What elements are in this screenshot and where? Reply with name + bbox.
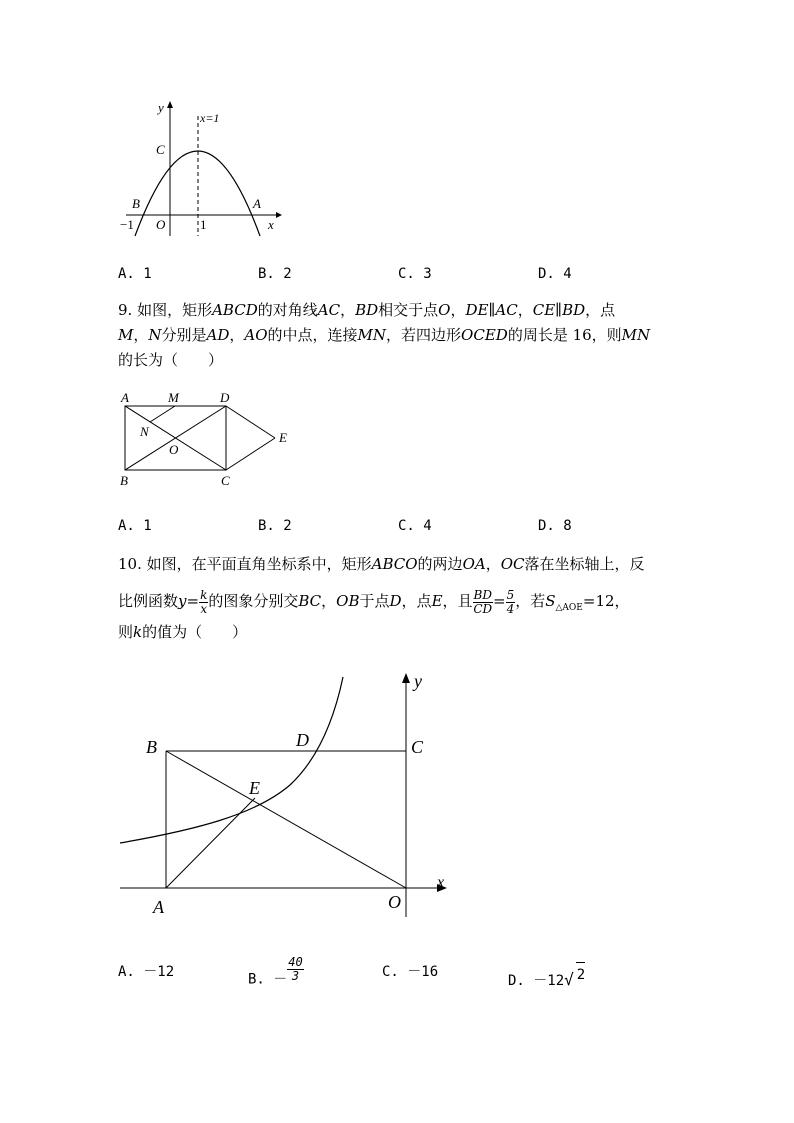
origin-label: O bbox=[156, 217, 166, 232]
q10-line3: 则k的值为（ ） bbox=[118, 623, 248, 641]
q9-line1: 9. 如图，矩形ABCD的对角线AC，BD相交于点O，DE∥AC，CE∥BD，点 bbox=[118, 301, 616, 319]
label-d: D bbox=[296, 730, 309, 750]
y-axis-arrow bbox=[167, 101, 173, 108]
label-e: E bbox=[279, 430, 287, 445]
q9-option-c[interactable]: C. 4 bbox=[398, 518, 432, 534]
q8-option-b[interactable]: B. 2 bbox=[258, 266, 292, 282]
sqrt-radicand: 2 bbox=[576, 962, 585, 987]
label-d: D bbox=[220, 390, 230, 405]
label-c: C bbox=[221, 473, 230, 488]
option-b-fraction: $\frac{40}{3}$ bbox=[288, 955, 303, 983]
label-y: y bbox=[414, 671, 422, 691]
symmetry-label: x=1 bbox=[200, 111, 220, 125]
q10-line1: 10. 如图，在平面直角坐标系中，矩形ABCO的两边OA，OC落在坐标轴上，反 bbox=[118, 555, 645, 573]
label-o: O bbox=[388, 892, 401, 912]
q9-option-a[interactable]: A. 1 bbox=[118, 518, 152, 534]
y-axis-arrow bbox=[402, 673, 410, 683]
label-n: N bbox=[140, 424, 149, 439]
x-axis-arrow bbox=[276, 212, 282, 218]
q10-option-b[interactable]: B. － $\frac{40}{3}$ bbox=[248, 955, 303, 988]
func-fraction: $\frac{k}{x}$ bbox=[200, 587, 208, 616]
q10-option-d[interactable]: D. －12√ 2 bbox=[508, 962, 585, 993]
hyperbola-curve bbox=[120, 677, 343, 843]
q9-option-d[interactable]: D. 8 bbox=[538, 518, 572, 534]
q9-rectangle-figure bbox=[115, 388, 300, 493]
q9-option-b[interactable]: B. 2 bbox=[258, 518, 292, 534]
seg-ae bbox=[166, 798, 255, 888]
graph-x-label: x bbox=[268, 217, 274, 232]
graph-y-label: y bbox=[158, 100, 164, 115]
q10-coordinate-figure bbox=[115, 665, 465, 925]
q9-line3: 的长为（ ） bbox=[118, 351, 224, 369]
label-e: E bbox=[249, 778, 260, 798]
q8-option-a[interactable]: A. 1 bbox=[118, 266, 152, 282]
q8-option-c[interactable]: C. 3 bbox=[398, 266, 432, 282]
label-a: A bbox=[121, 390, 129, 405]
point-c-label: C bbox=[156, 142, 165, 157]
ratio-fraction: $\frac{BD}{CD}$ bbox=[473, 587, 493, 616]
point-a-label: A bbox=[253, 196, 261, 211]
label-o: O bbox=[169, 442, 179, 457]
tick-1-label: 1 bbox=[200, 217, 207, 232]
ratio-value-fraction: $\frac{5}{4}$ bbox=[506, 587, 515, 616]
label-x: x bbox=[437, 874, 445, 891]
q8-parabola-graph bbox=[110, 96, 290, 246]
label-b: B bbox=[120, 473, 128, 488]
tick-neg1-label: −1 bbox=[120, 217, 134, 232]
label-b: B bbox=[146, 737, 157, 757]
seg-mn bbox=[150, 406, 175, 422]
q10-option-a[interactable]: A. －12 bbox=[118, 964, 175, 980]
q8-option-d[interactable]: D. 4 bbox=[538, 266, 572, 282]
sqrt-sign: √ bbox=[564, 970, 574, 989]
seg-ce bbox=[226, 438, 275, 470]
seg-de bbox=[226, 406, 275, 438]
label-c: C bbox=[411, 737, 424, 757]
diag-bo bbox=[166, 751, 406, 888]
label-a: A bbox=[153, 897, 164, 917]
point-b-label: B bbox=[132, 196, 140, 211]
label-m: M bbox=[168, 390, 179, 405]
q10-line2: 比例函数y= $\frac{k}{x}$ 的图象分别交BC，OB于点D，点E，且 $\frac{BD}{CD}$ = $\frac{5}{4}$ ，若$S_{\triangle AOE}=12$， bbox=[118, 587, 630, 616]
q10-option-c[interactable]: C. －16 bbox=[382, 964, 439, 980]
q9-line2: M，N分别是AD，AO的中点，连接MN，若四边形OCED的周长是 16，则MN bbox=[118, 326, 651, 344]
